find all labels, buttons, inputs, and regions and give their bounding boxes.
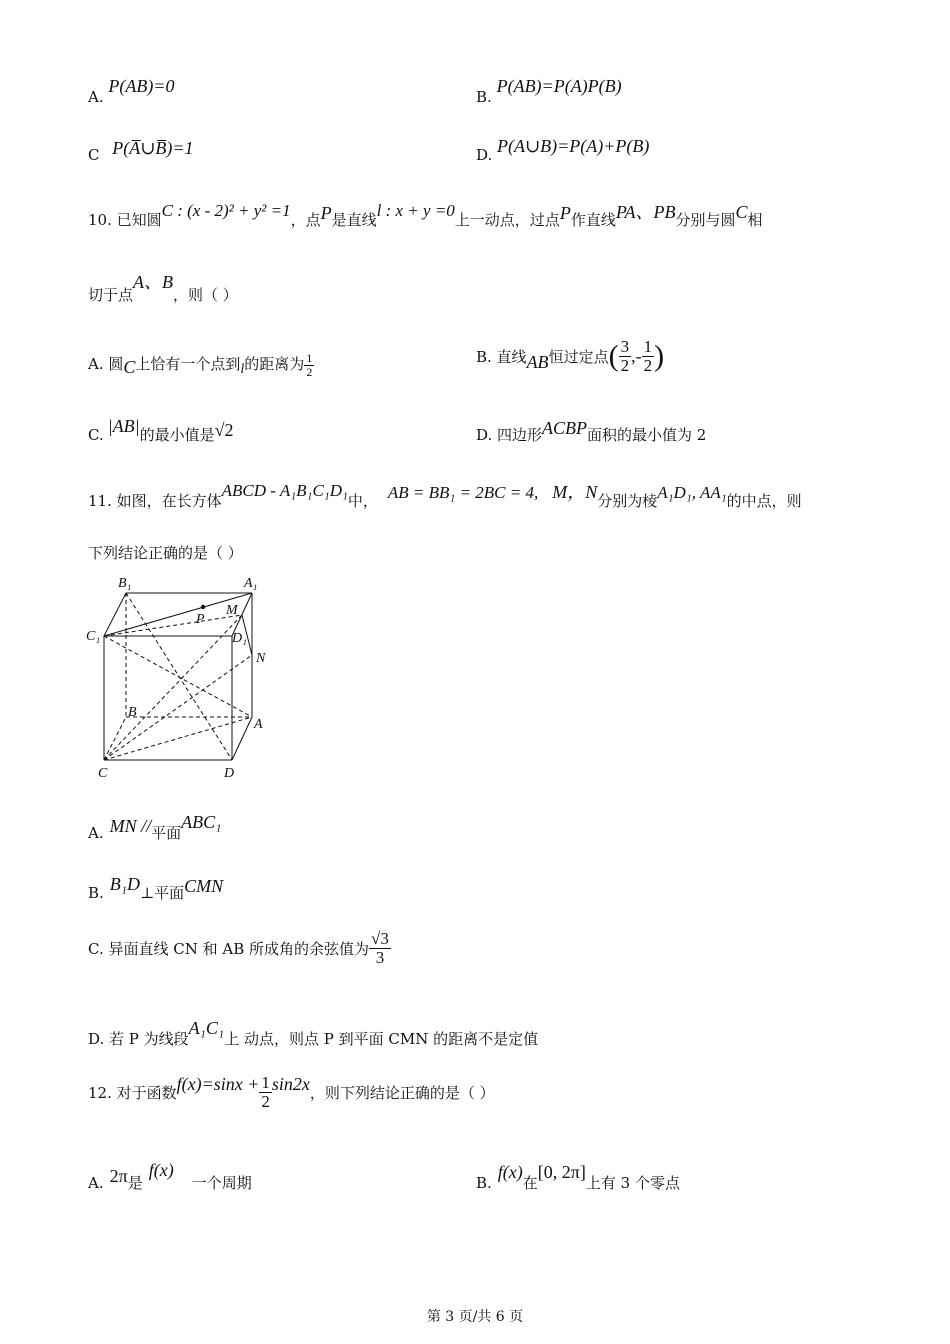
label-a: A [254,717,263,732]
q10-option-b [476,338,664,375]
q10-number: 10. 已知圆 [88,211,162,229]
text: A. [88,824,104,842]
point-p: P [320,203,332,223]
text: 上一动点，过点 [454,211,560,229]
q9-option-a [88,76,175,107]
denominator: 3 [375,947,385,967]
option-math: P(AB)=P(A)P(B) [496,76,622,96]
text: B. 直线 [476,347,527,366]
lines-pa-pb: PA、PB [615,202,676,222]
text: 是直线 [331,211,377,229]
q10-option-c [88,416,234,445]
text: B. [88,884,104,902]
fraction-sqrt3-over-3 [369,930,391,967]
text: B. [476,1174,492,1192]
segment-c1-m [104,615,242,636]
text: 的中点，则 [726,492,802,510]
quad-acbp: ACBP [542,418,588,438]
option-math: P(A∪B)=P(A)+P(B) [497,136,650,156]
denominator: 2 [261,1091,270,1111]
circle-equation: C : (x - 2)² + y² =1 [161,201,291,220]
segment-a1c1: A₁C₁ [188,1018,225,1038]
denominator: 2 [643,355,653,375]
option-label: A. [88,88,104,106]
text: ⊥平面 [140,884,185,902]
text: D. 若 P 为线段 [88,1030,189,1048]
label-d: D [224,766,235,781]
text: 分别为棱 [597,492,658,510]
q11-option-c [88,930,391,967]
text: ，点 [290,211,321,229]
q12-number: 12. 对于函数 [88,1083,177,1102]
q9-option-d [476,136,650,165]
separator: ,- [631,345,642,366]
line-ab: AB [526,351,549,372]
numerator: 1 [306,351,313,365]
option-math: P(AB)=0 [108,76,175,96]
text: 面积的最小值为 2 [587,426,707,444]
q12-option-a [88,1160,252,1193]
q9-option-c [88,138,194,165]
numerator: 3 [620,337,630,356]
numerator: √3 [371,929,389,948]
fraction [642,338,655,375]
fraction-half [259,1074,272,1111]
numerator: 1 [643,337,653,356]
text: 作直线 [570,211,616,229]
text: 上 动点，则点 P 到平面 CMN 的距离不是定值 [224,1030,539,1048]
text: 平面 [151,824,182,842]
circle-c: C [735,202,748,222]
q11-stem-line2: 下列结论正确的是（ ） [88,544,243,562]
label-d1: D₁ [232,631,247,646]
q11-option-a [88,812,222,843]
circle-c: C [123,357,136,378]
cuboid-name: ABCD - A₁B₁C₁D₁ [221,481,348,500]
q10-stem-line1 [88,201,763,231]
line-mn: MN // [109,816,152,836]
text: C. 异面直线 CN 和 AB 所成角的余弦值为 [88,939,370,958]
label-m: M [226,603,238,618]
edge-c-b [104,717,126,760]
q12-option-b [476,1162,680,1193]
points-m-n: M，N [552,482,598,502]
label-c: C [98,766,108,781]
text: 恒过定点 [548,347,609,366]
option-label: D. [476,146,493,164]
denominator: 2 [306,364,313,379]
q11-option-b [88,874,224,903]
text: 上有 3 个零点 [585,1174,680,1192]
text: 在 [522,1174,538,1192]
q11-stem-line1 [88,481,802,512]
text: C. [88,426,104,444]
q10-option-d [476,418,707,445]
q12-stem [88,1074,495,1111]
segment-c-a [104,717,252,760]
text: 的最小值是 [139,426,215,444]
text: 一个周期 [191,1174,252,1192]
point-p: P [559,203,571,223]
q11-number: 11. 如图，在长方体 [88,492,222,510]
function-f: f(x) [148,1160,174,1180]
function-f: f(x) [497,1162,523,1182]
text: 分别与圆 [675,211,736,229]
option-label: B. [476,88,492,106]
label-a1: A₁ [244,576,258,591]
q11-option-d [88,1018,539,1049]
segment-b1-d [126,593,232,760]
paren-right: ) [654,339,665,373]
option-label: C [88,146,100,164]
text: 切于点 [88,286,134,304]
points-a-b: A、B [133,272,174,292]
edge-lengths: AB = BB₁ = 2BC = 4, [387,483,539,502]
text: ，则下列结论正确的是（ ） [309,1083,495,1102]
edge-d-a [232,717,252,760]
text: 上恰有一个点到 [135,355,241,374]
line-l: l [240,362,245,378]
label-n: N [256,651,266,666]
abs-ab: |AB| [107,416,140,436]
segment-c-m [104,615,242,760]
function-tail: sin2x [271,1073,310,1094]
label-b1: B₁ [118,576,132,591]
text: 的距离为 [244,355,305,374]
fraction [619,338,632,375]
denominator: 2 [620,355,630,375]
text: 相 [747,211,763,229]
sqrt-two: √2 [214,420,234,440]
text: A. [88,1174,104,1192]
text: ，则（ ） [173,286,238,304]
text: A. 圆 [88,355,124,374]
line-equation: l : x + y =0 [376,201,455,220]
interval: [0, 2π] [537,1162,586,1182]
function-f: f(x)=sinx + [176,1073,260,1094]
text: 是 [127,1174,143,1192]
numerator: 1 [261,1073,270,1092]
q9-option-b [476,76,622,107]
plane-abc1: ABC₁ [181,812,222,832]
q10-stem-line2 [88,272,238,306]
point-p-dot [201,605,205,609]
cuboid-figure [80,570,280,785]
q10-option-a [88,352,314,378]
line-b1d: B₁D [109,874,141,894]
two-pi: 2π [109,1166,128,1186]
label-c1: C₁ [86,629,101,644]
label-p: P [196,612,205,627]
segment-c1-a [104,636,252,717]
paren-left: ( [608,339,619,373]
page-footer: 第 3 页/共 6 页 [426,1309,524,1325]
text: 中， [347,492,378,510]
plane-cmn: CMN [184,876,224,896]
fraction-half [304,352,314,378]
text: D. 四边形 [476,426,543,444]
edge-c1-b1 [104,593,126,636]
option-math: P(A̅∪B̅)=1 [112,138,194,158]
label-b: B [128,705,137,720]
edges: A₁D₁, AA₁ [657,483,727,502]
